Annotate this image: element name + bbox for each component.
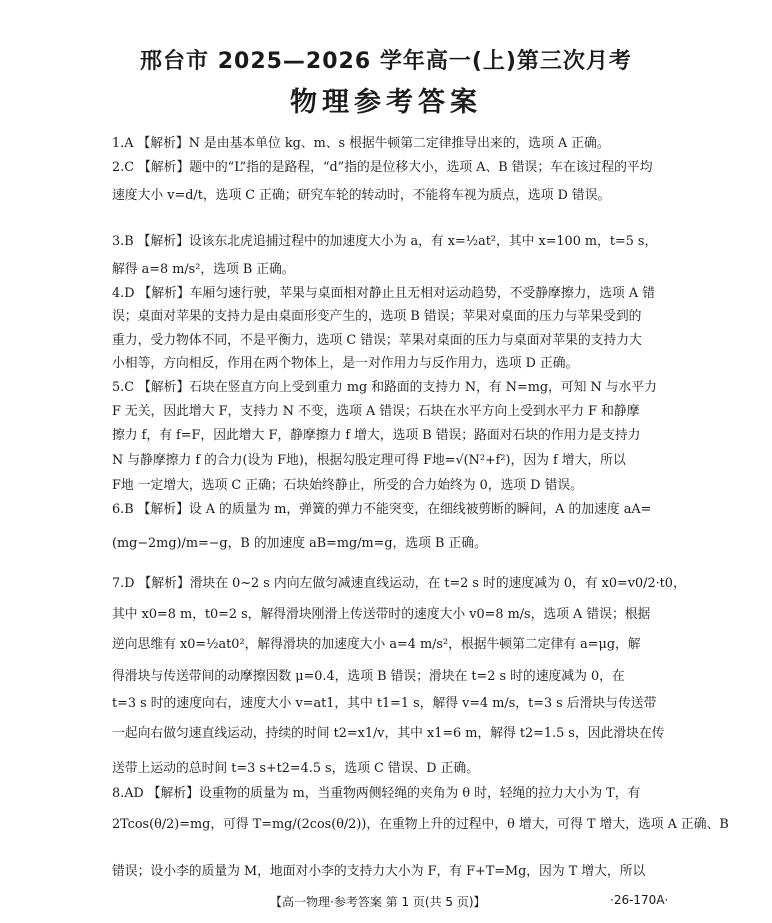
answer-line: 擦力 f，有 f=F，因此增大 F，静摩擦力 f 增大，选项 B 错误；路面对石块的作用力是支持力 <box>112 428 641 443</box>
answer-line: 8.AD 【解析】设重物的质量为 m，当重物两侧轻绳的夹角为 θ 时，轻绳的拉力大小为 T，有 <box>112 786 641 801</box>
answer-line: N 与静摩擦力 f 的合力(设为 F地)，根据勾股定理可得 F地=√(N²+f²)，因为 f 增大，所以 <box>112 453 626 468</box>
answer-line: 6.B 【解析】设 A 的质量为 m，弹簧的弹力不能突变，在细线被剪断的瞬间，A 的加速度 aA= <box>112 502 652 517</box>
answer-line: 其中 x0=8 m，t0=2 s，解得滑块刚滑上传送带时的速度大小 v0=8 m/s，选项 A 错误；根据 <box>112 607 651 622</box>
document-code: ·26-170A· <box>610 893 669 907</box>
answer-line: 3.B 【解析】设该东北虎追捕过程中的加速度大小为 a，有 x=½at²，其中 x=100 m，t=5 s， <box>112 234 658 249</box>
exam-title: 邢台市 2025—2026 学年高一(上)第三次月考 <box>140 49 632 74</box>
answer-line: 解得 a=8 m/s²，选项 B 正确。 <box>112 262 295 277</box>
answer-line: (mg−2mg)/m=−g，B 的加速度 aB=mg/m=g，选项 B 正确。 <box>112 536 487 551</box>
answer-line: 5.C 【解析】石块在竖直方向上受到重力 mg 和路面的支持力 N，有 N=mg，可知 N 与水平力 <box>112 380 657 395</box>
answer-line: 4.D 【解析】车厢匀速行驶，苹果与桌面相对静止且无相对运动趋势，不受静摩擦力，选项 A 错 <box>112 286 655 301</box>
answer-line: 7.D 【解析】滑块在 0~2 s 内向左做匀减速直线运动，在 t=2 s 时的速度减为 0，有 x0=v0/2·t0， <box>112 576 686 591</box>
answer-line: t=3 s 时的速度向右，速度大小 v=at1，其中 t1=1 s，解得 v=4 m/s，t=3 s 后滑块与传送带 <box>112 696 657 711</box>
answer-line: F 无关，因此增大 F，支持力 N 不变，选项 A 错误；石块在水平方向上受到水平力 F 和静摩 <box>112 404 640 419</box>
answer-line: 逆向思维有 x0=½at0²，解得滑块的加速度大小 a=4 m/s²，根据牛顿第二定律有 a=μg，解 <box>112 637 641 652</box>
answer-line: 2Tcos(θ/2)=mg，可得 T=mg/(2cos(θ/2))，在重物上升的过程中，θ 增大，可得 T 增大，选项 A 正确、B <box>112 817 729 832</box>
answer-line: 速度大小 v=d/t，选项 C 正确；研究车轮的转动时，不能将车视为质点，选项 D 错误。 <box>112 188 611 203</box>
answer-line: 2.C 【解析】题中的“L”指的是路程，“d”指的是位移大小，选项 A、B 错误；车在该过程的平均 <box>112 160 653 175</box>
answer-line: 1.A 【解析】N 是由基本单位 kg、m、s 根据牛顿第二定律推导出来的，选项 A 正确。 <box>112 136 610 151</box>
answer-line: 错误；设小李的质量为 M，地面对小李的支持力大小为 F，有 F+T=Mg，因为 T 增大，所以 <box>112 864 646 879</box>
answer-line: 一起向右做匀速直线运动，持续的时间 t2=x1/v，其中 x1=6 m，解得 t2=1.5 s，因此滑块在传 <box>112 726 665 741</box>
answer-line: 送带上运动的总时间 t=3 s+t2=4.5 s，选项 C 错误、D 正确。 <box>112 761 480 776</box>
page-footer: 【高一物理·参考答案 第 1 页(共 5 页)】 <box>270 895 486 909</box>
answer-line: F地 一定增大，选项 C 正确；石块始终静止，所受的合力始终为 0，选项 D 错误。 <box>112 478 583 493</box>
answer-line: 误；桌面对苹果的支持力是由桌面形变产生的，选项 B 错误；苹果对桌面的压力与苹果受到的 <box>112 309 642 324</box>
answer-line: 得滑块与传送带间的动摩擦因数 μ=0.4，选项 B 错误；滑块在 t=2 s 时的速度减为 0，在 <box>112 669 625 684</box>
answer-line: 重力，受力物体不同，不是平衡力，选项 C 错误；苹果对桌面的压力与桌面对苹果的支持力大 <box>112 333 642 348</box>
exam-subtitle: 物理参考答案 <box>290 87 482 118</box>
answer-line: 小相等，方向相反，作用在两个物体上，是一对作用力与反作用力，选项 D 正确。 <box>112 356 579 371</box>
